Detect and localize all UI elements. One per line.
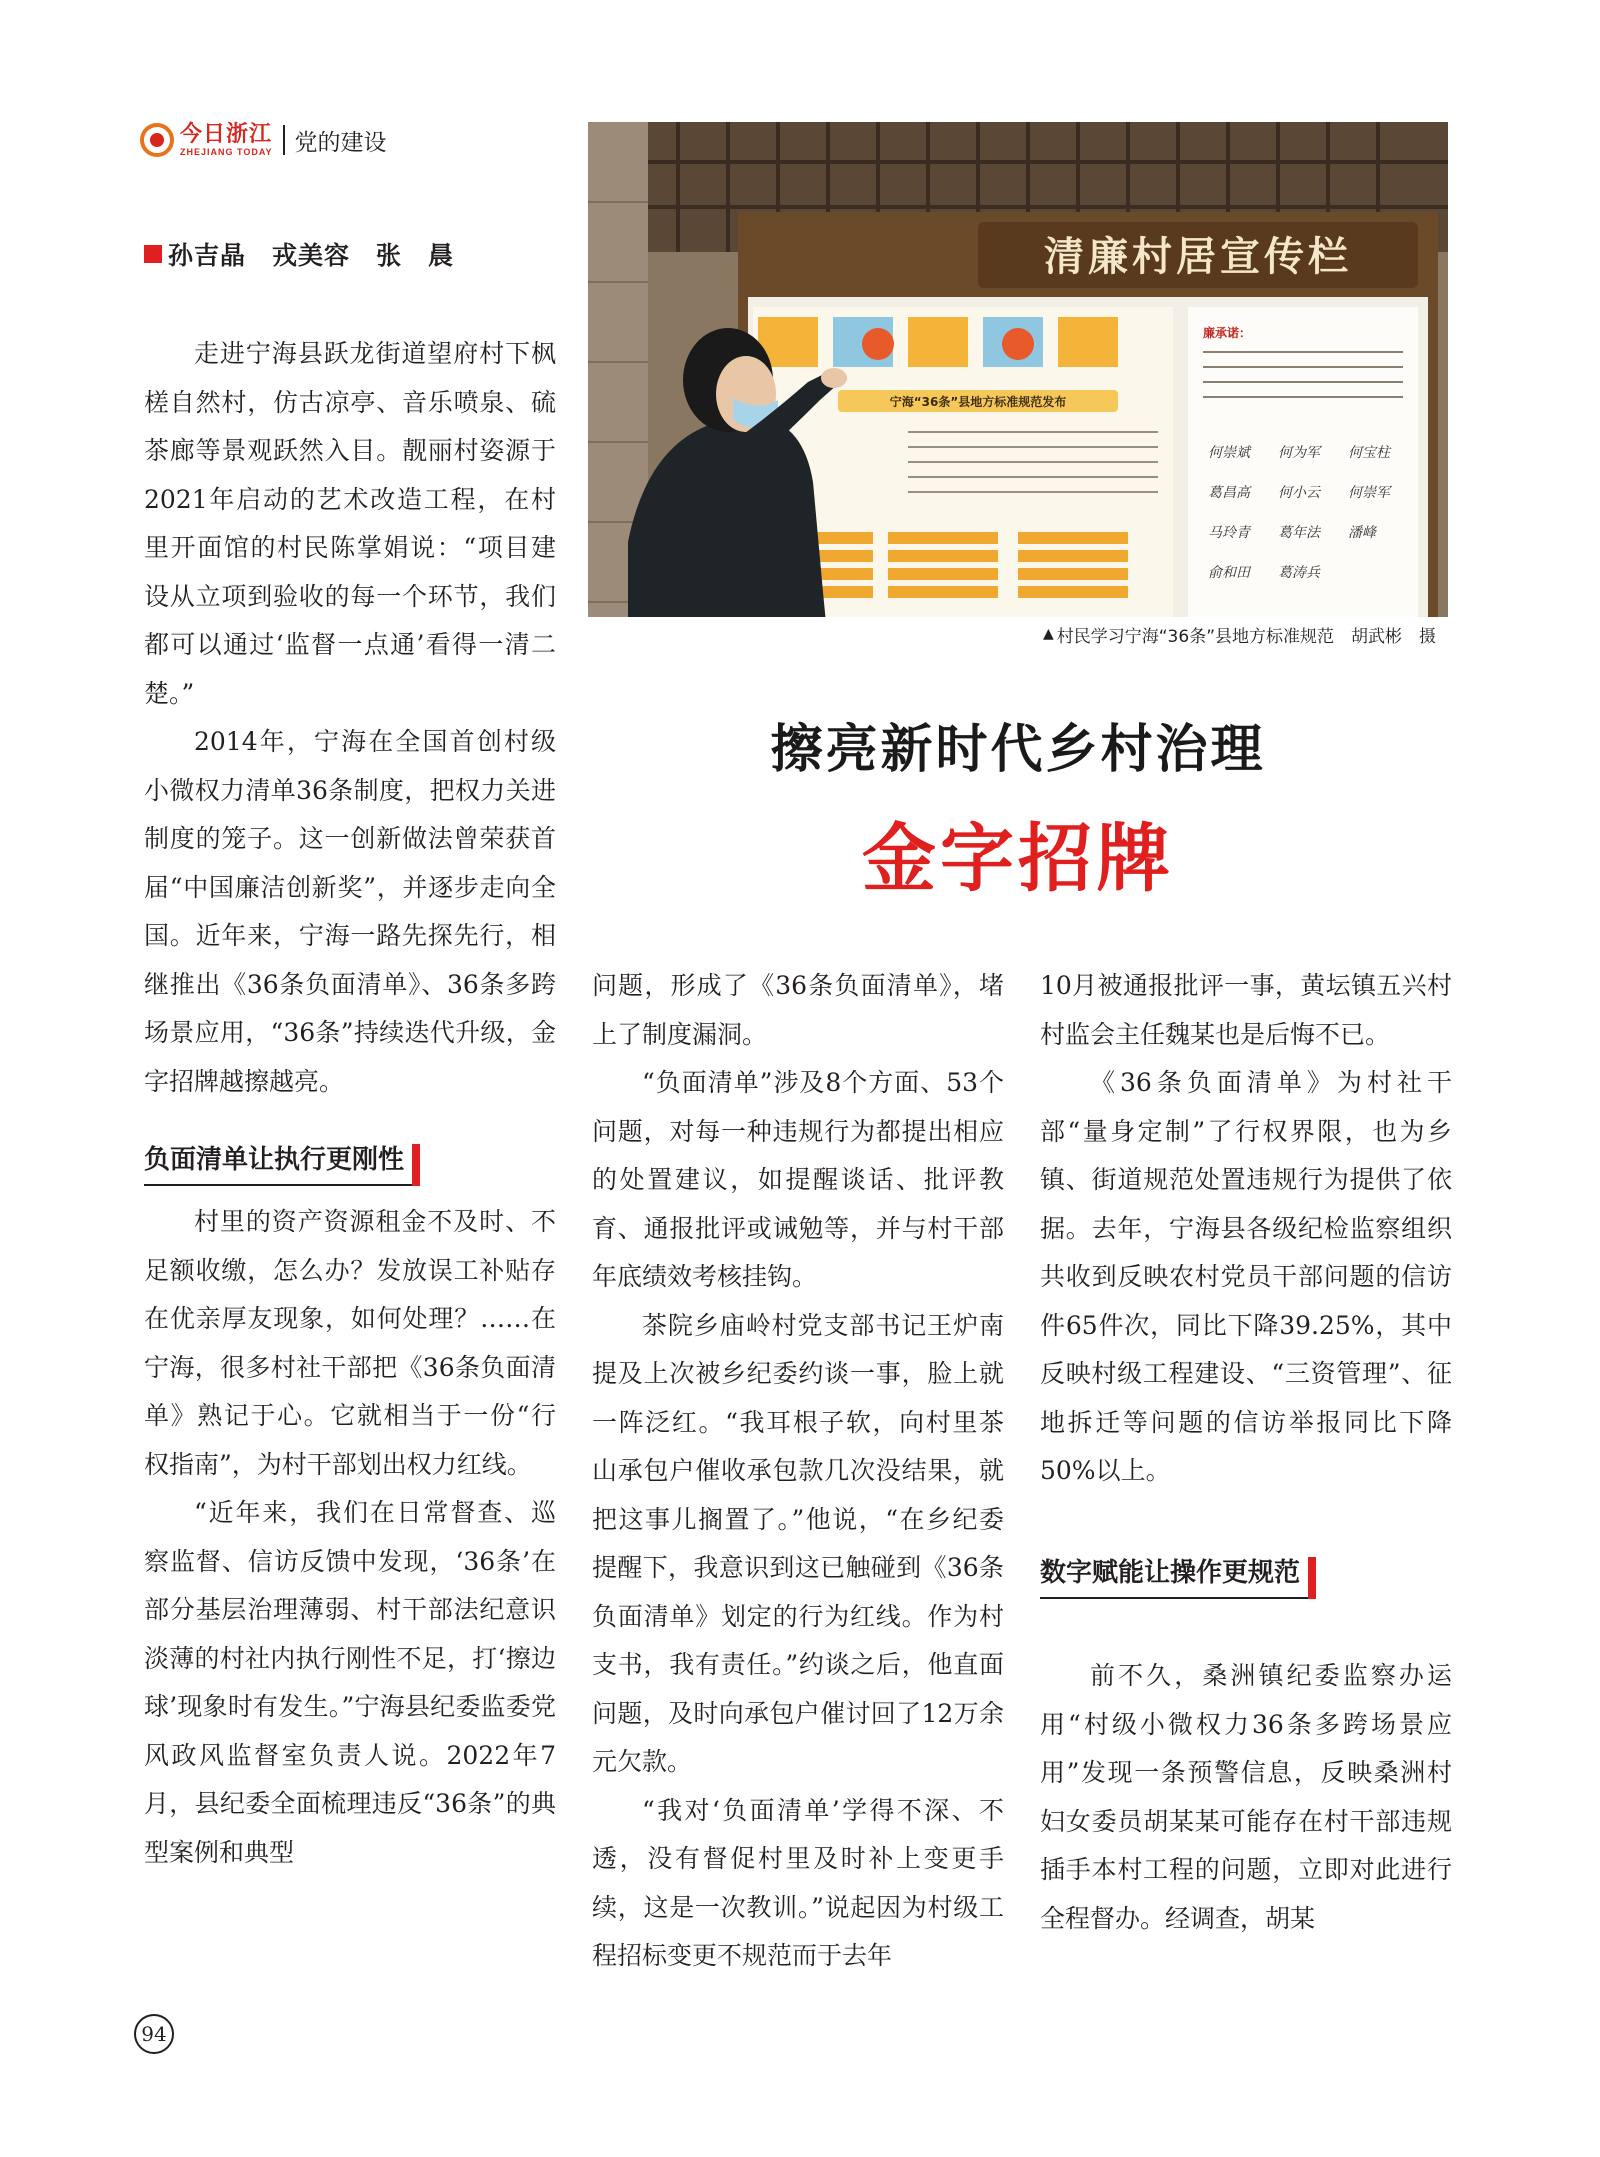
publication-logo <box>140 123 273 157</box>
pledge-name: 何宝柱 <box>1348 445 1390 461</box>
page-number: 94 <box>134 2014 174 2054</box>
article-photo <box>588 122 1448 644</box>
logo-sun-icon <box>140 123 174 157</box>
byline-authors: 孙吉晶 戎美容 张 晨 <box>168 241 455 270</box>
column-2 <box>592 962 1004 1981</box>
column-1-body <box>144 1198 556 1877</box>
column-3 <box>1040 962 1452 1496</box>
board-heading-text: 宁海“36条”县地方标准规范发布 <box>889 395 1067 409</box>
paragraph: “近年来，我们在日常督查、巡察监督、信访反馈中发现，‘36条’在部分基层治理薄弱、村干部法纪意识淡薄的村社内执行刚性不足，打‘擦边球’现象时有发生。”宁海县纪委监委党风政风监督室负责人说。2022年7月，县纪委全面梳理违反“36条”的典型案例和典型 <box>144 1498 556 1867</box>
section-name: 党的建设 <box>294 129 387 156</box>
pledge-name: 何崇军 <box>1348 485 1390 501</box>
section-heading-bar <box>412 1144 420 1186</box>
paragraph: 走进宁海县跃龙街道望府村下枫槎自然村，仿古凉亭、音乐喷泉、硫茶廊等景观跃然入目。靓丽村姿源于2021年启动的艺术改造工程，在村里开面馆的村民陈掌娟说：“项目建设从立项到验收的每一个环节，我们都可以通过‘监督一点通’看得一清二楚。” <box>144 339 556 708</box>
pledge-name: 马玲青 <box>1208 525 1250 541</box>
paragraph: 前不久，桑洲镇纪委监察办运用“村级小微权力36条多跨场景应用”发现一条预警信息，反映桑洲村妇女委员胡某某可能存在村干部违规插手本村工程的问题，立即对此进行全程督办。经调查，胡某 <box>1040 1661 1452 1933</box>
caption-text: 村民学习宁海“36条”县地方标准规范 胡武彬 摄 <box>1056 626 1436 647</box>
paragraph: 10月被通报批评一事，黄坛镇五兴村村监会主任魏某也是后悔不已。 <box>1040 971 1452 1049</box>
masthead <box>140 118 387 162</box>
caption-triangle-icon: ▲ <box>1042 626 1054 642</box>
paragraph: 茶院乡庙岭村党支部书记王炉南提及上次被乡纪委约谈一事，脸上就一阵泛红。“我耳根子软，向村里茶山承包户催收承包款几次没结果，就把这事儿搁置了。”他说，“在乡纪委提醒下，我意识到这已触碰到《36条负面清单》划定的行为红线。作为村支书，我有责任。”约谈之后，他直面问题，及时向承包户催讨回了12万余元欠款。 <box>592 1310 1004 1776</box>
pledge-name: 何小云 <box>1278 485 1320 501</box>
column-1-intro <box>144 330 556 1106</box>
column-3-body <box>1040 1652 1452 1943</box>
pledge-name: 葛涛兵 <box>1278 565 1320 581</box>
pledge-name: 葛年法 <box>1278 525 1320 541</box>
pledge-name: 何为军 <box>1278 445 1320 461</box>
section-heading-text: 数字赋能让操作更规范 <box>1040 1552 1308 1599</box>
board-pledge-title: 廉承诺： <box>1203 326 1252 340</box>
logo-title: 今日浙江 <box>180 121 273 147</box>
section-heading <box>1040 1555 1316 1599</box>
byline <box>144 236 454 272</box>
article-title: 擦亮新时代乡村治理 <box>770 720 1266 780</box>
pledge-name: 潘峰 <box>1348 525 1376 541</box>
masthead-divider <box>283 125 285 155</box>
byline-marker-icon <box>144 245 162 263</box>
section-heading <box>144 1142 420 1186</box>
pledge-name: 何崇斌 <box>1208 445 1250 461</box>
paragraph: “我对‘负面清单’学得不深、不透，没有督促村里及时补上变更手续，这是一次教训。”说起因为村级工程招标变更不规范而于去年 <box>592 1795 1004 1970</box>
section-heading-text: 负面清单让执行更刚性 <box>144 1139 412 1186</box>
paragraph: 2014年，宁海在全国首创村级小微权力清单36条制度，把权力关进制度的笼子。这一创新做法曾荣获首届“中国廉洁创新奖”，并逐步走向全国。近年来，宁海一路先探先行，相继推出《36条负面清单》、36条多跨场景应用，“36条”持续迭代升级，金字招牌越擦越亮。 <box>144 727 556 1096</box>
logo-subtitle: ZHEJIANG TODAY <box>180 147 273 157</box>
photo-caption <box>588 617 1448 651</box>
pledge-name: 葛昌高 <box>1208 485 1250 501</box>
paragraph: “负面清单”涉及8个方面、53个问题，对每一种违规行为都提出相应的处置建议，如提醒谈话、批评教育、通报批评或诫勉等，并与村干部年底绩效考核挂钩。 <box>592 1068 1004 1291</box>
board-sign-text: 清廉村居宣传栏 <box>1044 234 1352 280</box>
paragraph: 《36条负面清单》为村社干部“量身定制”了行权界限，也为乡镇、街道规范处置违规行为提供了依据。去年，宁海县各级纪检监察组织共收到反映农村党员干部问题的信访件65件次，同比下降39.25%，其中反映村级工程建设、“三资管理”、征地拆迁等问题的信访举报同比下降50%以上。 <box>1040 1068 1452 1485</box>
article-subtitle: 金字招牌 <box>862 816 1174 902</box>
section-heading-bar <box>1308 1557 1316 1599</box>
paragraph: 村里的资产资源租金不及时、不足额收缴，怎么办？发放误工补贴存在优亲厚友现象，如何处理？……在宁海，很多村社干部把《36条负面清单》熟记于心。它就相当于一份“行权指南”，为村干部划出权力红线。 <box>144 1207 556 1479</box>
paragraph: 问题，形成了《36条负面清单》，堵上了制度漏洞。 <box>592 971 1004 1049</box>
pledge-name: 俞和田 <box>1208 565 1250 581</box>
